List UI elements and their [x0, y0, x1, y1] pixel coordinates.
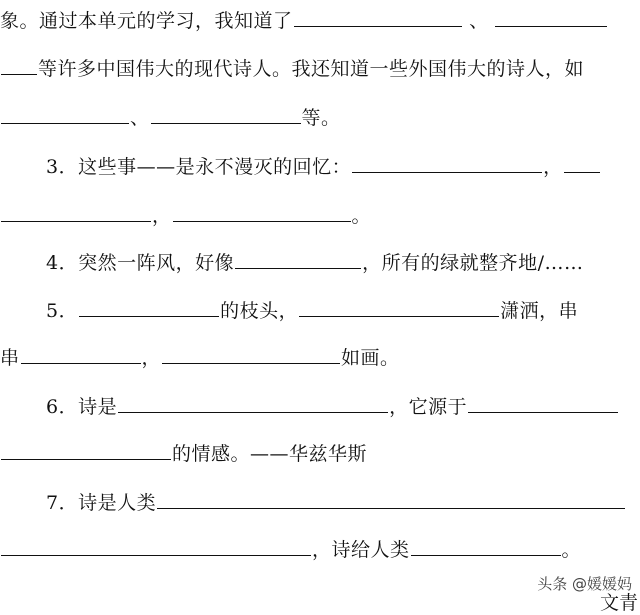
text-segment: 的枝头，	[220, 300, 299, 322]
fill-blank[interactable]	[1, 52, 37, 75]
fill-blank[interactable]	[21, 341, 141, 364]
fill-blank[interactable]	[411, 533, 561, 556]
fill-blank[interactable]	[1, 101, 129, 124]
text-segment: 。	[351, 205, 372, 227]
text-segment: 7．诗是人类	[46, 492, 157, 514]
text-segment: 5．	[46, 300, 79, 322]
fill-blank[interactable]	[151, 101, 301, 124]
text-segment: 。	[561, 539, 582, 561]
fill-blank[interactable]	[157, 486, 625, 509]
text-line-10	[0, 437, 367, 471]
text-segment: ，它源于	[389, 396, 468, 418]
text-line-7	[0, 294, 578, 328]
text-segment: ，所有的绿就整齐地/……	[362, 252, 584, 274]
fill-blank[interactable]	[79, 294, 219, 317]
text-line-5	[0, 199, 371, 233]
text-line-6	[0, 246, 584, 280]
text-line-12	[0, 533, 581, 567]
text-segment: 等许多中国伟大的现代诗人。我还知道一些外国伟大的诗人，如	[38, 58, 585, 80]
text-segment: ，	[141, 347, 162, 369]
fill-blank[interactable]	[1, 533, 311, 556]
text-line-2	[0, 52, 584, 86]
fill-blank[interactable]	[299, 294, 499, 317]
text-line-8	[0, 341, 400, 375]
text-segment: 串	[0, 347, 20, 369]
text-segment: 潇洒，串	[500, 300, 579, 322]
text-segment: 象。通过本单元的学习，我知道了	[0, 10, 293, 32]
fill-blank[interactable]	[352, 150, 542, 173]
text-line-11	[0, 486, 626, 520]
fill-blank[interactable]	[235, 246, 361, 269]
text-segment: ，诗给人类	[312, 539, 410, 561]
fill-blank[interactable]	[495, 4, 607, 27]
text-segment: 、	[130, 107, 150, 129]
fill-blank[interactable]	[173, 199, 351, 222]
text-segment: ，	[543, 156, 563, 178]
text-segment: 如画。	[341, 347, 400, 369]
text-segment: 4．突然一阵风，好像	[46, 252, 235, 274]
text-line-4	[0, 150, 601, 184]
text-line-1	[0, 4, 608, 38]
fill-blank[interactable]	[294, 4, 462, 27]
text-line-3	[0, 101, 341, 135]
text-segment: 等。	[301, 107, 341, 129]
watermark-sub: 文青	[599, 592, 638, 614]
text-segment: 3．这些事——是永不漫灭的回忆：	[46, 156, 352, 178]
text-segment: 、	[469, 10, 489, 32]
fill-blank[interactable]	[468, 390, 618, 413]
text-segment: 6．诗是	[46, 396, 118, 418]
watermark: 头条 @媛媛妈	[537, 575, 632, 593]
fill-blank[interactable]	[118, 390, 388, 413]
text-line-9	[0, 390, 619, 424]
fill-blank[interactable]	[1, 199, 151, 222]
fill-blank[interactable]	[162, 341, 340, 364]
fill-blank[interactable]	[1, 437, 171, 460]
text-segment: 的情感。——华兹华斯	[172, 443, 368, 465]
text-segment: ，	[152, 205, 172, 227]
fill-blank[interactable]	[564, 150, 600, 173]
